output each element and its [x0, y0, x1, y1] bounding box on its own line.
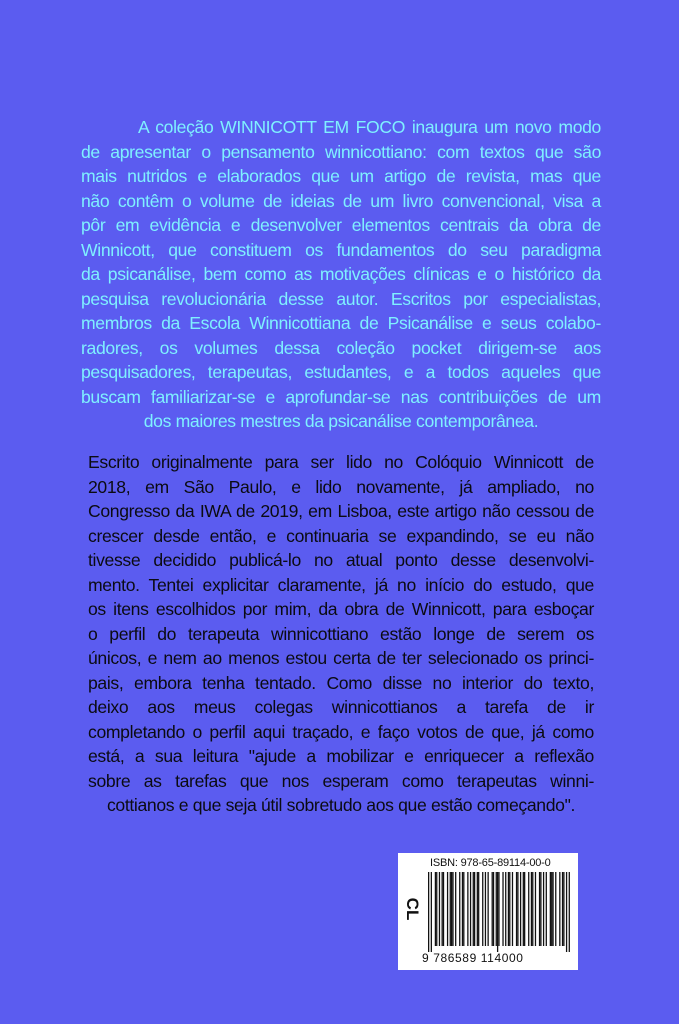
barcode-bar [435, 872, 436, 946]
intro-line: A coleção WINNICOTT EM FOCO inaugura um novo modo [138, 117, 601, 137]
intro-line: de apresentar o pensamento winnicottiano: com textos que são [81, 141, 601, 162]
body-line: cottianos e que seja útil sobretudo aos que estão começando". [106, 795, 576, 815]
barcode-bar [451, 872, 452, 946]
intro-line: buscam familiarizar-se e aprofundar-se nas contribuições de um [81, 386, 601, 407]
intro-line: radores, os volumes dessa coleção pocket dirigem-se aos [81, 337, 601, 358]
body-line: pais, embora tenha tentado. Como disse no interior do texto, [88, 672, 594, 693]
body-line: deixo aos meus colegas winnicottianos a tarefa de ir [88, 697, 594, 717]
barcode-bar [497, 872, 498, 952]
barcode-bar [532, 872, 533, 946]
barcode-bar [509, 872, 510, 946]
barcode-bar [443, 872, 444, 946]
barcode-bar [528, 872, 529, 946]
body-line: mento. Tentei explicitar claramente, já no início do estudo, que [88, 574, 594, 595]
barcode-bar [439, 872, 440, 946]
book-synopsis [88, 450, 594, 818]
barcode-bar [520, 872, 521, 946]
barcode-bar [508, 872, 509, 946]
body-line: sobre as tarefas que nos esperam como terapeutas winni- [88, 770, 594, 791]
body-line: o perfil do terapeuta winnicottiano estão longe de serem os [88, 623, 594, 644]
barcode-bar [478, 872, 479, 946]
barcode-bar [463, 872, 464, 946]
body-line: únicos, e nem ao menos estou certa de ter selecionado os princi- [88, 648, 594, 668]
barcode-bar [428, 872, 429, 952]
barcode-bar [540, 872, 541, 946]
barcode-bar [552, 872, 553, 946]
barcode-bar [517, 872, 518, 946]
intro-line: da psicanálise, bem como as motivações clínicas e o histórico da [81, 264, 601, 284]
barcode-bar [551, 872, 552, 946]
body-line: tivesse decidido publicá-lo no atual ponto desse desenvolvi- [88, 550, 594, 570]
barcode-bar [531, 872, 532, 946]
intro-line: membros da Escola Winnicottiana de Psicanálise e seus colabo- [81, 313, 601, 333]
barcode-bar [447, 872, 448, 946]
isbn-label: ISBN: 978-65-89114-00-0 [430, 857, 551, 869]
barcode-bar [569, 872, 570, 952]
intro-line: não contêm o volume de ideias de um livro convencional, visa a [81, 190, 601, 211]
intro-line: Winnicott, que constituem os fundamentos do seu paradigma [81, 239, 601, 260]
barcode-bar [462, 872, 463, 946]
barcode-bar [524, 872, 525, 946]
barcode-bar [470, 872, 471, 946]
barcode-bar [455, 872, 456, 946]
barcode-digits: 9 786589 114000 [422, 951, 524, 965]
intro-line: pesquisa revolucionária desse autor. Escritos por especialistas, [81, 288, 601, 309]
barcode-bar [543, 872, 544, 946]
barcode-bar [485, 872, 486, 946]
barcode-bar [493, 872, 494, 946]
barcode-bar [436, 872, 437, 946]
body-line: os itens escolhidos por mim, da obra de Winnicott, para esboçar [88, 599, 594, 619]
barcode-bar [477, 872, 478, 946]
barcode-bar [562, 872, 563, 946]
barcode-bar [498, 872, 499, 946]
isbn-barcode [398, 853, 578, 970]
barcode-bars [428, 872, 570, 952]
intro-line: pôr em evidência e desenvolver elementos centrais da obra de [81, 215, 601, 235]
body-line: 2018, em São Paulo, e lido novamente, já ampliado, no [88, 476, 594, 497]
intro-line: pesquisadores, terapeutas, estudantes, e a todos aqueles que [81, 362, 601, 382]
barcode-bar [450, 872, 451, 946]
barcode-bar [496, 872, 497, 946]
barcode-bar [539, 872, 540, 946]
barcode-bar [467, 872, 468, 946]
intro-line: mais nutridos e elaborados que um artigo de revista, mas que [81, 166, 601, 186]
barcode-bar [550, 872, 551, 946]
barcode-bar [502, 872, 503, 946]
body-line: Congresso da IWA de 2019, em Lisboa, este artigo não cessou de [88, 501, 594, 521]
barcode-bar [452, 872, 453, 946]
barcode-bar [492, 872, 493, 946]
body-line: está, a sua leitura "ajude a mobilizar e enriquecer a reflexão [88, 746, 594, 766]
body-line: completando o perfil aqui traçado, e faço votos de que, já como [88, 721, 594, 742]
barcode-bar [516, 872, 517, 946]
barcode-bar [523, 872, 524, 946]
barcode-bar [546, 872, 547, 946]
barcode-bar [566, 872, 567, 952]
barcode-bar [459, 872, 460, 946]
barcode-bar [473, 872, 474, 946]
barcode-bar [535, 872, 536, 946]
barcode-bar [431, 872, 432, 952]
barcode-bar [559, 872, 560, 946]
body-line: crescer desde então, e continuaria se expandindo, se eu não [88, 525, 594, 546]
collection-description [81, 115, 601, 434]
publisher-logo [402, 889, 424, 929]
barcode-bar [482, 872, 483, 946]
barcode-bar [474, 872, 475, 946]
svg-text:CL: CL [403, 897, 422, 921]
barcode-bar [555, 872, 556, 946]
barcode-bar [512, 872, 513, 946]
body-line: Escrito originalmente para ser lido no Colóquio Winnicott de [88, 452, 594, 472]
barcode-bar [505, 872, 506, 946]
barcode-bar [488, 872, 489, 946]
intro-line: dos maiores mestres da psicanálise contemporânea. [143, 411, 539, 431]
barcode-bar [563, 872, 564, 946]
barcode-bar [442, 872, 443, 946]
